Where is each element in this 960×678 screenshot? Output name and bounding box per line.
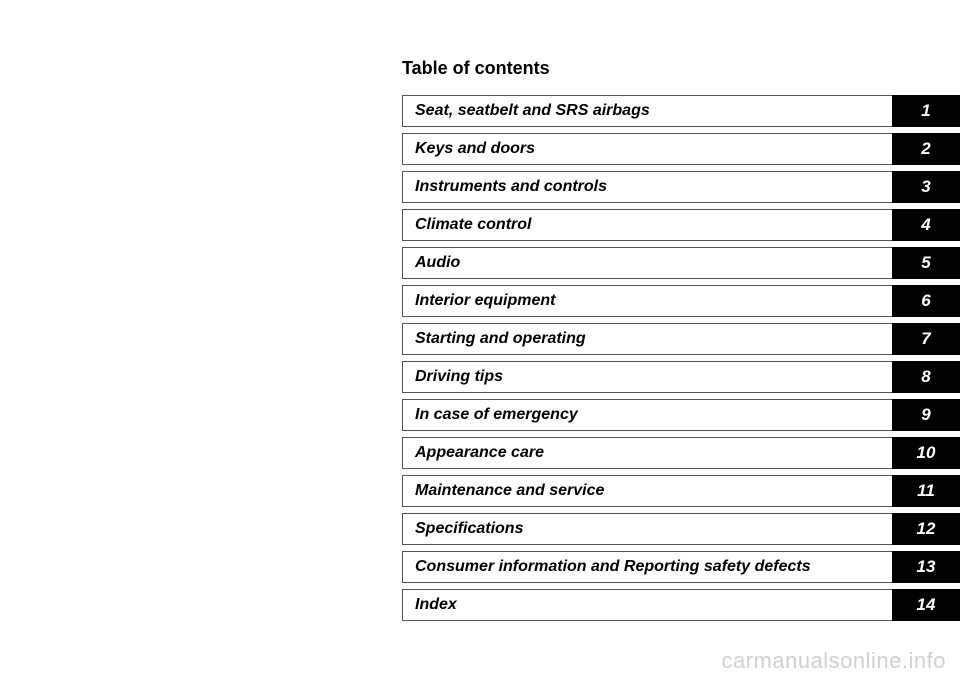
toc-item-label: Appearance care xyxy=(402,437,892,469)
chapter-number-tab: 14 xyxy=(892,589,960,621)
toc-item-label: In case of emergency xyxy=(402,399,892,431)
toc-item-label: Specifications xyxy=(402,513,892,545)
chapter-number-tab: 1 xyxy=(892,95,960,127)
toc-item-driving-tips[interactable] xyxy=(402,361,960,393)
toc-item-label: Driving tips xyxy=(402,361,892,393)
toc-item-in-case-of-emergency[interactable] xyxy=(402,399,960,431)
toc-item-label: Maintenance and service xyxy=(402,475,892,507)
toc-item-label: Consumer information and Reporting safety defects xyxy=(402,551,892,583)
toc-item-specifications[interactable] xyxy=(402,513,960,545)
toc-item-label: Climate control xyxy=(402,209,892,241)
chapter-number-tab: 10 xyxy=(892,437,960,469)
toc-item-label: Audio xyxy=(402,247,892,279)
toc-item-seat-seatbelt-srs-airbags[interactable] xyxy=(402,95,960,127)
toc-item-maintenance-and-service[interactable] xyxy=(402,475,960,507)
chapter-number-tab: 2 xyxy=(892,133,960,165)
chapter-number-tab: 11 xyxy=(892,475,960,507)
page-title: Table of contents xyxy=(402,58,550,78)
chapter-number-tab: 5 xyxy=(892,247,960,279)
toc-item-label: Keys and doors xyxy=(402,133,892,165)
chapter-number-tab: 13 xyxy=(892,551,960,583)
chapter-number-tab: 6 xyxy=(892,285,960,317)
toc-item-consumer-information[interactable] xyxy=(402,551,960,583)
toc-item-starting-and-operating[interactable] xyxy=(402,323,960,355)
chapter-number-tab: 9 xyxy=(892,399,960,431)
toc-item-label: Index xyxy=(402,589,892,621)
toc-item-label: Instruments and controls xyxy=(402,171,892,203)
toc-item-label: Seat, seatbelt and SRS airbags xyxy=(402,95,892,127)
chapter-number-tab: 8 xyxy=(892,361,960,393)
toc-item-index[interactable] xyxy=(402,589,960,621)
toc-item-interior-equipment[interactable] xyxy=(402,285,960,317)
toc-item-appearance-care[interactable] xyxy=(402,437,960,469)
toc-item-instruments-and-controls[interactable] xyxy=(402,171,960,203)
toc-item-keys-and-doors[interactable] xyxy=(402,133,960,165)
site-watermark: carmanualsonline.info xyxy=(721,648,946,673)
chapter-number-tab: 12 xyxy=(892,513,960,545)
toc-item-label: Interior equipment xyxy=(402,285,892,317)
toc-list xyxy=(402,95,960,627)
chapter-number-tab: 3 xyxy=(892,171,960,203)
chapter-number-tab: 4 xyxy=(892,209,960,241)
toc-item-audio[interactable] xyxy=(402,247,960,279)
toc-item-climate-control[interactable] xyxy=(402,209,960,241)
toc-item-label: Starting and operating xyxy=(402,323,892,355)
chapter-number-tab: 7 xyxy=(892,323,960,355)
